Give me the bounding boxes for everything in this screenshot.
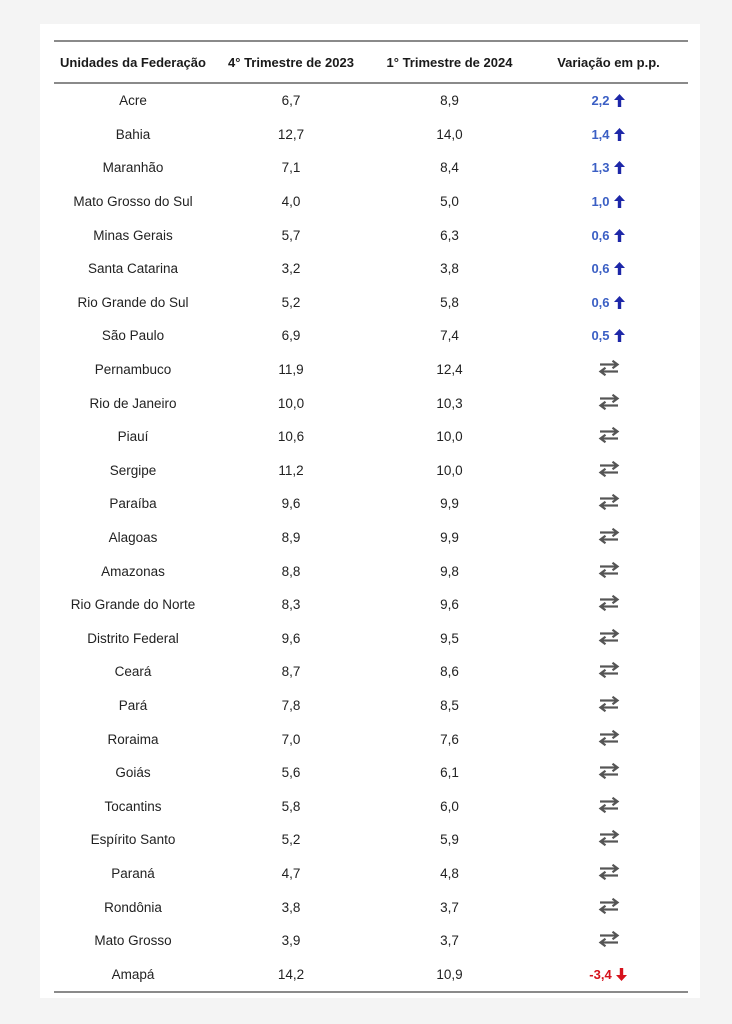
cell-q1-2024: 9,9: [440, 530, 459, 546]
table-row: [54, 588, 688, 622]
table-row: [54, 957, 688, 992]
header-q4-2023: 4° Trimestre de 2023: [212, 41, 370, 83]
variation-indicator: [598, 729, 620, 747]
cell-variation: [529, 286, 688, 320]
table-row: [54, 890, 688, 924]
cell-uf: Ceará: [114, 664, 152, 680]
cell-q4-2023: 4,7: [281, 865, 301, 881]
variation-indicator: [598, 762, 620, 780]
variation-indicator: [598, 661, 620, 679]
table-row: [54, 823, 688, 857]
cell-q1-2024: 10,3: [436, 395, 463, 411]
cell-q4-2023: 11,9: [278, 362, 304, 378]
cell-q4-2023: 5,2: [281, 832, 301, 848]
cell-uf: Paraná: [111, 865, 155, 881]
arrow-up-icon: [613, 328, 626, 343]
table-header: [54, 41, 688, 83]
cell-variation: [529, 83, 688, 118]
variation-indicator: [598, 796, 620, 814]
cell-q1-2024: 6,1: [440, 765, 459, 781]
arrow-up-icon: [613, 295, 626, 310]
stable-arrows-icon: [598, 493, 620, 511]
variation-value: 0,6: [591, 294, 610, 310]
cell-variation: [529, 151, 688, 185]
cell-q1-2024: 5,9: [440, 832, 459, 848]
table-row: [54, 151, 688, 185]
table-row: [54, 655, 688, 689]
variation-indicator: [598, 695, 620, 713]
cell-variation: [529, 588, 688, 622]
table-row: [54, 353, 688, 387]
stable-arrows-icon: [598, 897, 620, 915]
cell-q1-2024: 7,6: [440, 731, 459, 747]
table-row: [54, 689, 688, 723]
cell-q1-2024: 3,7: [440, 899, 459, 915]
cell-q4-2023: 3,2: [281, 261, 301, 277]
cell-uf: Mato Grosso do Sul: [73, 194, 193, 210]
cell-variation: [529, 857, 688, 891]
cell-q1-2024: 8,9: [440, 93, 459, 109]
cell-uf: Maranhão: [102, 160, 164, 176]
arrow-up-icon: [613, 160, 626, 175]
cell-variation: [529, 319, 688, 353]
cell-q4-2023: 6,9: [281, 328, 301, 344]
variation-indicator: [598, 426, 620, 444]
stable-arrows-icon: [598, 729, 620, 747]
table-row: [54, 319, 688, 353]
cell-q4-2023: 8,9: [281, 530, 301, 546]
cell-uf: Pará: [118, 697, 148, 713]
cell-uf: Pernambuco: [94, 362, 172, 378]
cell-q1-2024: 3,8: [440, 261, 459, 277]
stable-arrows-icon: [598, 661, 620, 679]
stable-arrows-icon: [598, 863, 620, 881]
cell-uf: Roraima: [107, 731, 159, 747]
table-row: [54, 924, 688, 958]
cell-uf: Rio Grande do Norte: [70, 597, 196, 613]
cell-q1-2024: 7,4: [440, 328, 459, 344]
stable-arrows-icon: [598, 829, 620, 847]
table-row: [54, 454, 688, 488]
cell-q4-2023: 7,1: [281, 160, 301, 176]
variation-value: 2,2: [591, 93, 610, 109]
variation-indicator: [598, 359, 620, 377]
variation-indicator: [591, 127, 625, 142]
cell-uf: Amazonas: [101, 563, 165, 579]
cell-q1-2024: 5,0: [440, 194, 459, 210]
table-row: [54, 185, 688, 219]
cell-uf: Rondônia: [104, 899, 162, 915]
stable-arrows-icon: [598, 930, 620, 948]
variation-value: 0,6: [591, 227, 610, 243]
variation-indicator: [598, 561, 620, 579]
cell-q4-2023: 8,3: [281, 597, 301, 613]
cell-variation: [529, 655, 688, 689]
variation-indicator: [591, 328, 625, 343]
variation-indicator: [598, 829, 620, 847]
cell-q4-2023: 5,8: [281, 798, 301, 814]
cell-q4-2023: 10,6: [277, 429, 305, 445]
cell-uf: Amapá: [54, 957, 212, 992]
arrow-up-icon: [613, 261, 626, 276]
cell-q4-2023: 7,0: [281, 731, 301, 747]
cell-uf: Piauí: [117, 429, 149, 445]
stable-arrows-icon: [598, 762, 620, 780]
header-q1-2024: 1° Trimestre de 2024: [370, 41, 529, 83]
stable-arrows-icon: [598, 426, 620, 444]
stable-arrows-icon: [598, 796, 620, 814]
cell-variation: [529, 622, 688, 656]
cell-q4-2023: 6,7: [281, 93, 301, 109]
table-row: [54, 118, 688, 152]
table-row: [54, 286, 688, 320]
cell-q4-2023: 3,8: [281, 899, 301, 915]
cell-uf: Distrito Federal: [87, 630, 179, 646]
variation-indicator: [598, 594, 620, 612]
cell-q4-2023: 8,8: [281, 563, 301, 579]
arrow-up-icon: [613, 228, 626, 243]
variation-indicator: [598, 460, 620, 478]
cell-q1-2024: 8,4: [440, 160, 459, 176]
cell-uf: Mato Grosso: [94, 933, 172, 949]
variation-indicator: [589, 967, 627, 982]
cell-q1-2024: 4,8: [440, 865, 459, 881]
header-row: [54, 41, 688, 83]
variation-indicator: [598, 527, 620, 545]
cell-q4-2023: 10,0: [277, 395, 305, 411]
cell-uf: Goiás: [115, 765, 151, 781]
arrow-down-icon: [615, 967, 628, 982]
header-variation: Variação em p.p.: [529, 41, 688, 83]
variation-indicator: [598, 930, 620, 948]
cell-variation: [529, 924, 688, 958]
cell-q4-2023: 4,0: [281, 194, 301, 210]
cell-q1-2024: 8,6: [440, 664, 459, 680]
cell-q4-2023: 5,2: [281, 294, 301, 310]
table-row: [54, 554, 688, 588]
arrow-up-icon: [613, 194, 626, 209]
cell-q1-2024: 6,3: [440, 227, 459, 243]
cell-uf: Paraíba: [109, 496, 157, 512]
cell-q1-2024: 10,9: [370, 957, 529, 992]
stable-arrows-icon: [598, 460, 620, 478]
cell-q4-2023: 14,2: [212, 957, 370, 992]
cell-q1-2024: 8,5: [440, 697, 459, 713]
stable-arrows-icon: [598, 561, 620, 579]
table-row: [54, 487, 688, 521]
cell-variation: [529, 118, 688, 152]
variation-indicator: [591, 93, 625, 108]
cell-q4-2023: 9,6: [281, 496, 301, 512]
variation-indicator: [598, 393, 620, 411]
cell-q1-2024: 9,5: [440, 630, 459, 646]
table-row: [54, 252, 688, 286]
table-row: [54, 420, 688, 454]
cell-variation: [529, 252, 688, 286]
table-row: [54, 386, 688, 420]
cell-q1-2024: 6,0: [440, 798, 459, 814]
cell-variation: [529, 386, 688, 420]
stable-arrows-icon: [598, 628, 620, 646]
stable-arrows-icon: [598, 527, 620, 545]
cell-uf: Acre: [119, 93, 147, 109]
cell-variation: [529, 185, 688, 219]
table-row: [54, 83, 688, 118]
cell-variation: [529, 487, 688, 521]
cell-q4-2023: 11,2: [278, 462, 304, 478]
cell-uf: Tocantins: [104, 798, 162, 814]
cell-uf: Santa Catarina: [87, 261, 179, 277]
variation-indicator: [598, 493, 620, 511]
cell-q4-2023: 5,7: [281, 227, 301, 243]
cell-q4-2023: 12,7: [277, 126, 305, 142]
cell-variation: [529, 823, 688, 857]
variation-indicator: [598, 863, 620, 881]
cell-variation: [529, 722, 688, 756]
variation-value: 1,4: [591, 126, 610, 142]
cell-variation: [529, 554, 688, 588]
stable-arrows-icon: [598, 393, 620, 411]
cell-q1-2024: 3,7: [440, 933, 459, 949]
variation-indicator: [598, 897, 620, 915]
variation-indicator: [591, 295, 625, 310]
cell-q4-2023: 9,6: [281, 630, 301, 646]
table-row: [54, 789, 688, 823]
cell-uf: Sergipe: [109, 462, 157, 478]
cell-uf: Alagoas: [108, 530, 158, 546]
cell-uf: Espírito Santo: [90, 832, 176, 848]
table-row: [54, 756, 688, 790]
table-row: [54, 722, 688, 756]
cell-variation: [529, 957, 688, 992]
cell-variation: [529, 454, 688, 488]
cell-variation: [529, 218, 688, 252]
cell-q4-2023: 3,9: [281, 933, 301, 949]
document-page: [40, 24, 700, 998]
variation-indicator: [591, 261, 625, 276]
stable-arrows-icon: [598, 594, 620, 612]
cell-uf: Rio Grande do Sul: [77, 294, 189, 310]
variation-value: 0,5: [591, 328, 610, 344]
cell-variation: [529, 521, 688, 555]
cell-q1-2024: 5,8: [440, 294, 459, 310]
variation-value: 0,6: [591, 261, 610, 277]
variation-value: 1,0: [591, 194, 610, 210]
unemployment-table: [54, 40, 688, 993]
cell-q1-2024: 10,0: [436, 462, 463, 478]
header-uf: Unidades da Federação: [54, 41, 212, 83]
cell-q1-2024: 9,8: [440, 563, 459, 579]
cell-q1-2024: 9,9: [440, 496, 459, 512]
table-row: [54, 857, 688, 891]
cell-q4-2023: 5,6: [281, 765, 301, 781]
stable-arrows-icon: [598, 695, 620, 713]
cell-q1-2024: 12,4: [436, 362, 463, 378]
table-row: [54, 622, 688, 656]
cell-variation: [529, 756, 688, 790]
cell-uf: Rio de Janeiro: [89, 395, 177, 411]
cell-variation: [529, 890, 688, 924]
variation-indicator: [591, 194, 625, 209]
variation-value: -3,4: [589, 966, 612, 982]
cell-variation: [529, 689, 688, 723]
cell-q4-2023: 8,7: [281, 664, 301, 680]
variation-indicator: [591, 160, 625, 175]
cell-uf: Bahia: [115, 126, 151, 142]
cell-variation: [529, 353, 688, 387]
arrow-up-icon: [613, 93, 626, 108]
table-row: [54, 521, 688, 555]
table-row: [54, 218, 688, 252]
cell-variation: [529, 420, 688, 454]
cell-q1-2024: 14,0: [436, 126, 463, 142]
cell-q1-2024: 10,0: [436, 429, 463, 445]
cell-q4-2023: 7,8: [281, 697, 301, 713]
cell-q1-2024: 9,6: [440, 597, 459, 613]
cell-variation: [529, 789, 688, 823]
table-body: [54, 83, 688, 992]
variation-indicator: [591, 228, 625, 243]
stable-arrows-icon: [598, 359, 620, 377]
cell-uf: São Paulo: [101, 328, 165, 344]
variation-value: 1,3: [591, 160, 610, 176]
variation-indicator: [598, 628, 620, 646]
cell-uf: Minas Gerais: [93, 227, 173, 243]
arrow-up-icon: [613, 127, 626, 142]
